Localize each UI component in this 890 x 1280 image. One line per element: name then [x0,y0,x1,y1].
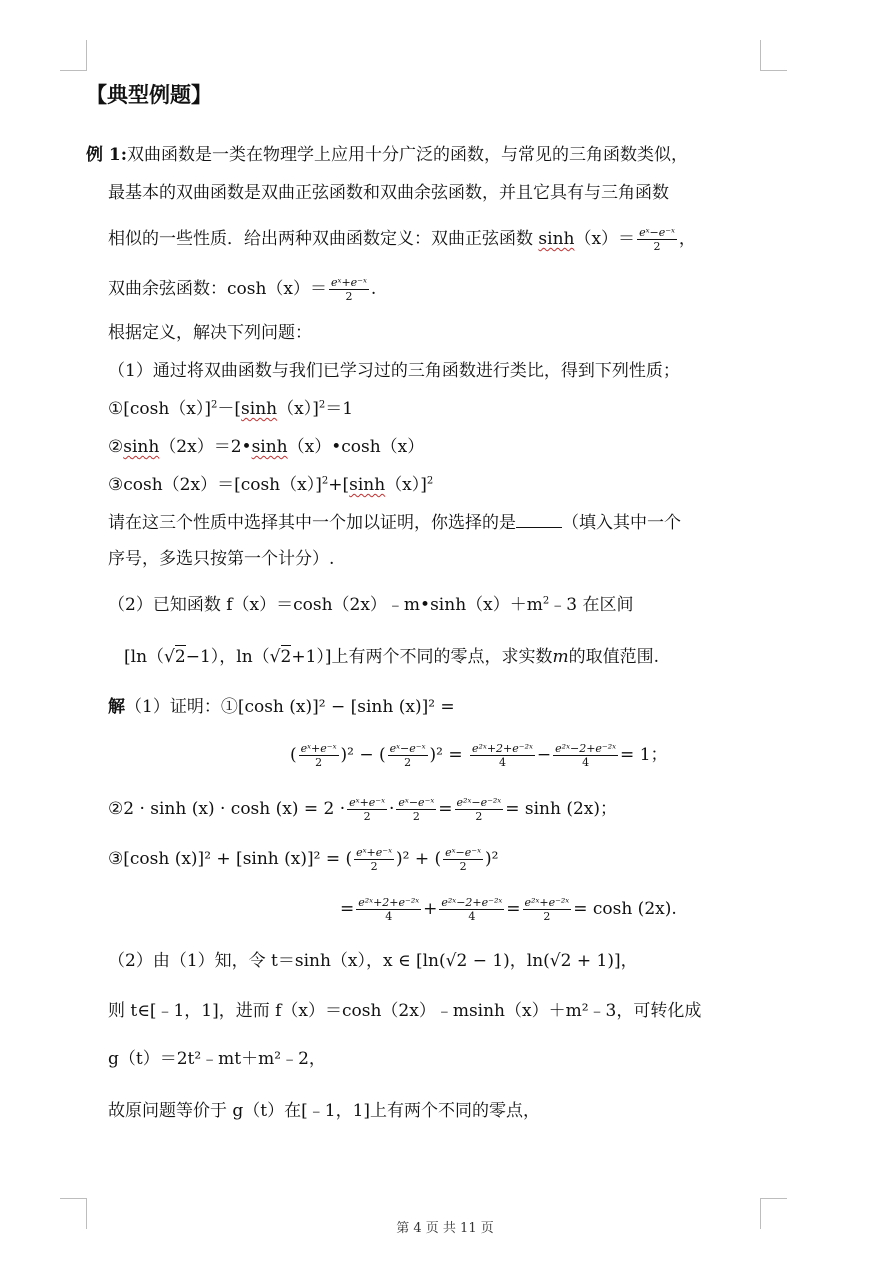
choice-prompt-line-2: 序号，多选只按第一个计分）. [108,549,335,569]
solution-line-2: ( $\frac{\text{eˣ+e⁻ˣ}}{2}$ )² − ( $\frac{\text{eˣ−e⁻ˣ}}{2}$ )² = $\frac{\text{e²ˣ+2+e⁻²ˣ}}{4}$ − $\frac{\text{e²ˣ−2+e⁻²ˣ}}{4}$ = 1； [290,742,668,769]
example-label: 例 1: [86,145,128,165]
example-line-3: 相似的一些性质．给出两种双曲函数定义：双曲正弦函数 sinh（x）＝ $\frac{\text{eˣ−e⁻ˣ}}{2}$ ， [108,226,696,253]
corner-mark-top-right [760,40,787,71]
solution-line-7: 则 t∈[﹣1，1]，进而 f（x）＝cosh（2x）﹣msinh（x）＋m²﹣3，可转化成 [108,1001,702,1021]
solution-line-9: 故原问题等价于 g（t）在[﹣1，1]上有两个不同的零点， [108,1101,541,1121]
property-3: $③\cosh(2x)=[\cosh(x)]^2+[\sinh(x)]^2$ [108,475,434,495]
question-2-line-1: （2）已知函数 $f(x)=\cosh(2x)﹣m•\sinh(x)+m^2﹣3$ 在区间 [108,595,634,615]
question-1-line: （1）通过将双曲函数与我们已学习过的三角函数进行类比，得到下列性质； [108,361,680,381]
solution-line-4: ③[cosh (x)]² + [sinh (x)]² = ( $\frac{\text{eˣ+e⁻ˣ}}{2}$ )² + ( $\frac{\text{eˣ−e⁻ˣ}}{2}$ )² [108,846,499,873]
solution-line-6: （2）由（1）知，令 t＝sinh（x），x ∈ [ln(√2 − 1)，ln(√2 + 1)]， [108,951,638,971]
sinh-fraction: $\frac{\text{eˣ−e⁻ˣ}}{2}$ [639,226,675,253]
property-2: ②sinh（2x）＝2•sinh（x）•cosh（x） [108,437,425,457]
example-line-1: 例 1:双曲函数是一类在物理学上应用十分广泛的函数，与常见的三角函数类似， [86,145,689,165]
example-line-2: 最基本的双曲函数是双曲正弦函数和双曲余弦函数，并且它具有与三角函数 [108,183,669,203]
instruction-line: 根据定义，解决下列问题： [108,323,312,343]
example-line-4: 双曲余弦函数：cosh（x）＝ $\frac{\text{eˣ+e⁻ˣ}}{2}$ . [108,276,377,303]
corner-mark-top-left [60,40,87,71]
answer-blank [516,511,562,528]
solution-line-3: ②2 · sinh (x) · cosh (x) = 2 · $\frac{\text{eˣ+e⁻ˣ}}{2}$ · $\frac{\text{eˣ−e⁻ˣ}}{2}$ = $\frac{\text{e²ˣ−e⁻²ˣ}}{2}$ = sinh (2x)； [108,796,617,823]
question-2-line-2: [ln（√2−1），ln（√2+1）]上有两个不同的零点，求实数m的取值范围. [124,647,660,667]
solution-line-1: 解（1）证明：①[cosh (x)]² − [sinh (x)]² = [108,697,455,717]
solution-line-5: = $\frac{\text{e²ˣ+2+e⁻²ˣ}}{4}$ + $\frac{\text{e²ˣ−2+e⁻²ˣ}}{4}$ = $\frac{\text{e²ˣ+e⁻²ˣ}}{2}$ = cosh (2x). [340,896,677,923]
solution-line-8: g（t）＝2t²﹣mt＋m²﹣2， [108,1049,326,1069]
property-1: $①[\cosh(x)]^2-[\sinh(x)]^2=1$ [108,399,354,419]
section-heading: 【典型例题】 [86,82,212,107]
solution-label: 解 [108,697,125,717]
page-footer: 第 4 页 共 11 页 [396,1221,494,1236]
cosh-fraction: $\frac{\text{eˣ+e⁻ˣ}}{2}$ [331,276,367,303]
choice-prompt-line-1: 请在这三个性质中选择其中一个加以证明，你选择的是 （填入其中一个 [108,513,681,533]
